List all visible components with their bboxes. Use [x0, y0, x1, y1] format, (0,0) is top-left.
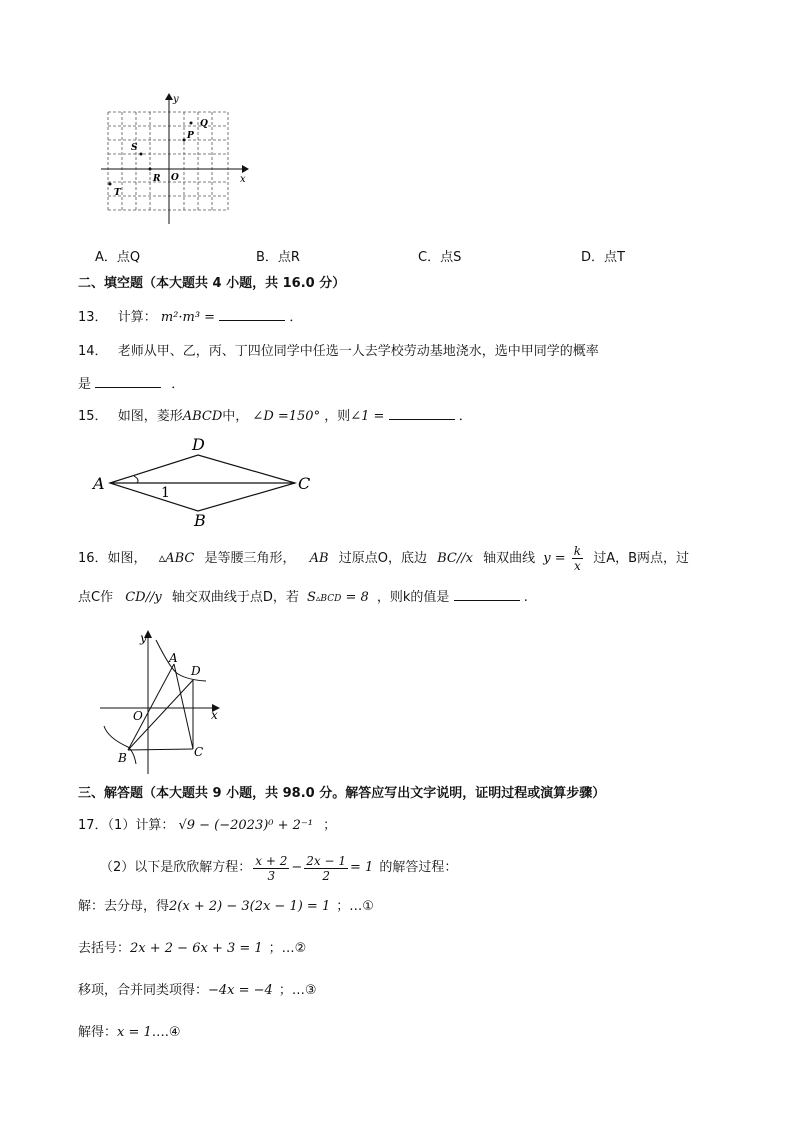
q13-text: 计算：: [117, 310, 157, 325]
q13-number: 13．: [78, 310, 108, 325]
hyper-label-b: B: [118, 751, 127, 765]
hyper-label-c: C: [194, 745, 204, 759]
hyper-label-o: O: [133, 709, 143, 723]
q17-expression-1: √9 − (−2023)⁰ + 2⁻¹: [178, 818, 314, 833]
coordinate-grid-figure: [96, 92, 252, 228]
q14-text: 老师从甲、乙，丙、丁四位同学中任选一人去学校劳动基地浇水，选中甲同学的概率: [117, 344, 599, 359]
choice-b: B．点R: [256, 250, 300, 265]
q17-step-3: 移项，合并同类项得：−4x = −4 ；…③: [78, 983, 317, 998]
question-17-part2: （2）以下是欣欣解方程： $\frac{x + 2}{3}$ − $\frac{2x - 1}{2}$ = 1 的解答过程：: [100, 853, 458, 883]
q15-answer-blank[interactable]: [389, 405, 455, 420]
question-16-line1: 16．如图， ▵ABC 是等腰三角形， AB 过原点O，底边 BC//x 轴双曲线 y = $\frac{k}{x}$ 过A，B两点，过: [78, 544, 690, 573]
choice-a: A．点Q: [95, 250, 141, 265]
section-3-title: 三、解答题（本大题共 9 小题，共 98.0 分。解答应写出文字说明，证明过程或演算步骤）: [78, 786, 606, 801]
q15-angle-d: ∠D =150°: [252, 409, 321, 424]
grid-label-o: O: [171, 173, 179, 183]
grid-label-s: S: [131, 143, 138, 153]
question-15: 15． 如图，菱形ABCD中， ∠D =150° ，则∠1 = ．: [78, 405, 472, 426]
q14-number: 14．: [78, 344, 108, 359]
choice-d: D．点T: [581, 250, 625, 265]
rhombus-label-d: D: [192, 435, 205, 454]
q17-step-2: 去括号：2x + 2 − 6x + 3 = 1 ；…②: [78, 941, 307, 956]
rhombus-figure: [90, 432, 320, 532]
q15-number: 15．: [78, 409, 108, 424]
question-13: 13． 计算： m²·m³ = ．: [78, 306, 302, 327]
question-14-line1: [78, 343, 599, 361]
question-17-part1: 17．（1）计算： √9 − (−2023)⁰ + 2⁻¹ ；: [78, 818, 337, 833]
q13-answer-blank[interactable]: [219, 306, 285, 321]
hyper-label-d: D: [191, 664, 201, 678]
rhombus-label-b: B: [194, 511, 206, 530]
question-14-line2: 是 ．: [78, 373, 184, 394]
q16-answer-blank[interactable]: [454, 586, 520, 601]
section-2-title: 二、填空题（本大题共 4 小题，共 16.0 分）: [78, 276, 346, 291]
grid-label-y: y: [173, 94, 179, 105]
grid-label-x: x: [240, 174, 246, 185]
q17-step-1: 解：去分母，得2(x + 2) − 3(2x − 1) = 1 ；…①: [78, 899, 374, 914]
grid-label-r: R: [153, 174, 161, 184]
hyper-label-y: y: [140, 631, 147, 645]
q14-text-2: 是: [78, 377, 92, 392]
q14-answer-blank[interactable]: [95, 373, 161, 388]
rhombus-label-c: C: [298, 474, 311, 493]
question-16-line2: 点C作 CD//y 轴交双曲线于点D，若 S▵BCD = 8 ，则k的值是 .: [78, 586, 528, 608]
q13-expression: m²·m³ =: [160, 310, 216, 325]
choice-c: C．点S: [418, 250, 462, 265]
grid-label-t: T: [114, 188, 121, 198]
rhombus-label-1: 1: [161, 485, 170, 501]
hyperbola-figure: [96, 628, 226, 776]
grid-label-q: Q: [200, 119, 208, 129]
q17-step-4: 解得：x = 1….④: [78, 1025, 181, 1040]
hyper-label-x: x: [211, 708, 218, 722]
hyper-label-a: A: [169, 651, 178, 665]
rhombus-label-a: A: [93, 474, 105, 493]
q17-number: 17．: [78, 818, 108, 833]
q16-number: 16．: [78, 551, 108, 566]
grid-label-p: P: [187, 131, 194, 141]
